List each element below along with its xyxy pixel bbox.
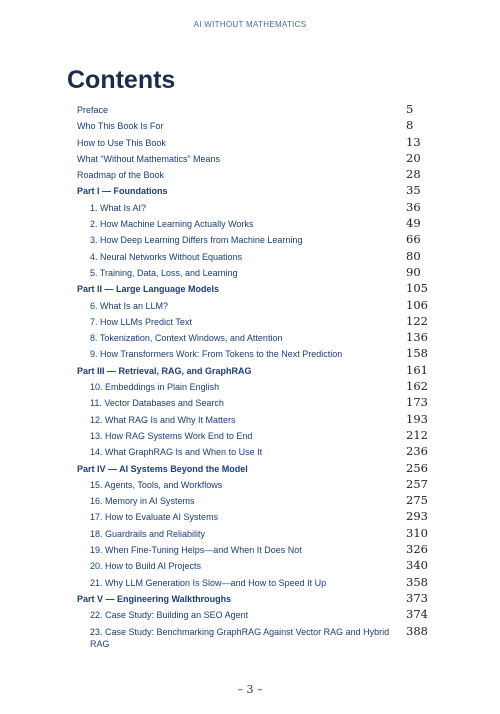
toc-entry-title: Part II — Large Language Models <box>77 284 220 295</box>
toc-entry-title: 15. Agents, Tools, and Workflows <box>90 479 223 490</box>
toc-entry-title: 10. Embeddings in Plain English <box>90 382 220 393</box>
toc-entry-page: 326 <box>406 542 428 557</box>
toc-entry[interactable] <box>77 493 432 509</box>
toc-entry-page: 8 <box>406 118 414 133</box>
toc-entry-title: 11. Vector Databases and Search <box>90 398 224 409</box>
toc-entry[interactable] <box>77 314 432 330</box>
toc-entry-title: Part V — Engineering Walkthroughs <box>77 593 232 604</box>
toc-entry[interactable] <box>77 135 432 151</box>
toc-entry-page: 257 <box>406 476 428 491</box>
toc-entry-title: 1. What Is AI? <box>90 202 147 213</box>
toc-entry-title: 18. Guardrails and Reliability <box>90 528 206 539</box>
toc-entry-title: 20. How to Build AI Projects <box>90 561 202 572</box>
toc-entry-title: What “Without Mathematics” Means <box>77 153 221 164</box>
toc-entry-page: 80 <box>406 248 421 263</box>
toc-entry-page: 173 <box>406 395 428 410</box>
toc-entry-title: Part IV — AI Systems Beyond the Model <box>77 463 248 474</box>
toc-entry-title: Who This Book Is For <box>77 121 164 132</box>
toc-part-entry[interactable] <box>77 591 432 607</box>
toc-entry-page: 158 <box>406 346 428 361</box>
toc-entry-page: 106 <box>406 297 428 312</box>
toc-entry-page: 20 <box>406 150 421 165</box>
toc-entry-page: 66 <box>406 232 421 247</box>
toc-entry-title: Part III — Retrieval, RAG, and GraphRAG <box>77 365 252 376</box>
toc-entry-page: 90 <box>406 264 421 279</box>
toc-entry[interactable] <box>77 379 432 395</box>
toc-entry-page: 388 <box>406 623 428 638</box>
toc-entry[interactable] <box>77 558 432 574</box>
toc-entry-title: How to Use This Book <box>77 137 166 148</box>
toc-entry[interactable] <box>77 526 432 542</box>
toc-entry[interactable] <box>77 444 432 460</box>
toc-entry[interactable] <box>77 395 432 411</box>
toc-entry-page: 256 <box>406 460 428 475</box>
toc-entry-title: 22. Case Study: Building an SEO Agent <box>90 610 249 621</box>
toc-entry[interactable] <box>77 509 432 525</box>
toc-part-entry[interactable] <box>77 183 432 199</box>
toc-entry[interactable] <box>77 265 432 281</box>
toc-entry-page: 122 <box>406 313 428 328</box>
toc-entry-page: 13 <box>406 134 421 149</box>
toc-entry-page: 36 <box>406 199 421 214</box>
toc-entry[interactable] <box>77 412 432 428</box>
page-number: – 3 – <box>237 683 263 696</box>
toc-entry-page: 162 <box>406 379 428 394</box>
toc-entry[interactable] <box>77 216 432 232</box>
toc-entry[interactable] <box>77 167 432 183</box>
toc-entry[interactable] <box>77 575 432 591</box>
toc-entry-title: 8. Tokenization, Context Windows, and Attention <box>90 333 283 344</box>
toc-entry-page: 358 <box>406 574 428 589</box>
toc-part-entry[interactable] <box>77 281 432 297</box>
toc-entry-title: 7. How LLMs Predict Text <box>90 316 192 327</box>
toc-entry-title: 3. How Deep Learning Differs from Machine Learning <box>90 235 303 246</box>
table-of-contents <box>77 102 432 654</box>
toc-entry-title: 12. What RAG Is and Why It Matters <box>90 414 236 425</box>
page-title: Contents <box>67 66 176 94</box>
toc-entry[interactable] <box>77 232 432 248</box>
toc-entry-title: 17. How to Evaluate AI Systems <box>90 512 219 523</box>
toc-entry[interactable] <box>77 428 432 444</box>
toc-entry-page: 161 <box>406 362 428 377</box>
toc-entry-page: 28 <box>406 167 421 182</box>
toc-entry[interactable] <box>77 330 432 346</box>
toc-entry[interactable] <box>77 249 432 265</box>
toc-entry-page: 35 <box>406 183 421 198</box>
toc-entry-title: 16. Memory in AI Systems <box>90 496 195 507</box>
toc-entry-title: 6. What Is an LLM? <box>90 300 169 311</box>
toc-entry-title: 5. Training, Data, Loss, and Learning <box>90 267 238 278</box>
toc-entry-page: 212 <box>406 427 428 442</box>
toc-entry-page: 136 <box>406 330 428 345</box>
toc-entry[interactable] <box>77 607 432 623</box>
running-header: AI WITHOUT MATHEMATICS <box>193 20 307 29</box>
toc-entry-title: Roadmap of the Book <box>77 170 165 181</box>
toc-entry[interactable] <box>77 151 432 167</box>
toc-entry-page: 236 <box>406 444 428 459</box>
toc-entry-page: 340 <box>406 558 428 573</box>
toc-part-entry[interactable] <box>77 363 432 379</box>
toc-entry-title: 2. How Machine Learning Actually Works <box>90 219 254 230</box>
toc-entry[interactable] <box>77 477 432 493</box>
toc-entry[interactable] <box>77 200 432 216</box>
toc-entry[interactable] <box>77 298 432 314</box>
toc-entry-page: 374 <box>406 607 428 622</box>
toc-entry[interactable] <box>77 102 432 118</box>
toc-entry-page: 105 <box>406 281 428 296</box>
toc-entry-page: 5 <box>406 102 414 116</box>
toc-entry-page: 49 <box>406 216 421 231</box>
toc-entry[interactable] <box>77 118 432 134</box>
toc-entry-page: 193 <box>406 411 428 426</box>
toc-entry-title: 19. When Fine-Tuning Helps—and When It Does Not <box>90 545 302 556</box>
toc-entry[interactable] <box>77 346 432 362</box>
toc-entry[interactable] <box>77 624 432 654</box>
toc-entry-page: 373 <box>406 590 428 605</box>
toc-entry-title: 21. Why LLM Generation Is Slow—and How to Speed It Up <box>90 577 327 588</box>
toc-entry-title: 9. How Transformers Work: From Tokens to the Next Prediction <box>90 349 343 360</box>
toc-part-entry[interactable] <box>77 461 432 477</box>
toc-entry-title: 23. Case Study: Benchmarking GraphRAG Against Vector RAG and Hybrid RAG <box>90 626 390 649</box>
toc-entry-title: 14. What GraphRAG Is and When to Use It <box>90 447 263 458</box>
toc-entry-page: 275 <box>406 493 428 508</box>
toc-entry-title: Preface <box>77 105 109 115</box>
toc-entry-page: 310 <box>406 525 428 540</box>
toc-entry-page: 293 <box>406 509 428 524</box>
toc-entry[interactable] <box>77 542 432 558</box>
toc-entry-title: Part I — Foundations <box>77 186 168 197</box>
toc-entry-title: 13. How RAG Systems Work End to End <box>90 430 253 441</box>
toc-entry-title: 4. Neural Networks Without Equations <box>90 251 243 262</box>
